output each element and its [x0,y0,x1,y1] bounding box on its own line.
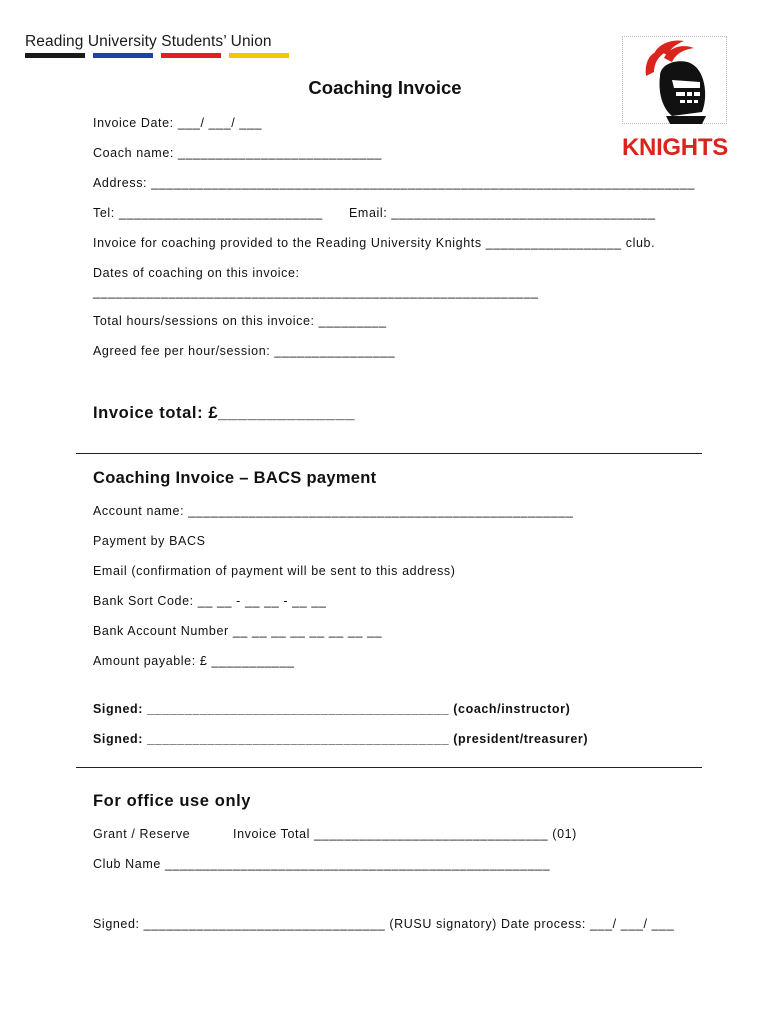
address-field[interactable]: Address: ________________________________________________________________________ [93,176,695,190]
brand-stripe-red [161,53,221,58]
office-signature-field[interactable]: Signed: ________________________________ (RUSU signatory) Date process: ___/ ___/ ___ [93,917,675,931]
grant-reserve-option[interactable]: Grant / Reserve [93,827,191,841]
amount-payable-field[interactable]: Amount payable: £ ___________ [93,654,295,668]
email-field[interactable]: Email: ___________________________________ [349,206,656,220]
agreed-fee-field[interactable]: Agreed fee per hour/session: ________________ [93,344,396,358]
account-name-field[interactable]: Account name: ___________________________________________________ [93,504,574,518]
org-name: Reading University Students’ Union [25,33,272,50]
email-confirmation-text: Email (confirmation of payment will be sent to this address) [93,564,456,578]
logo-knights-text: KNIGHTS [622,134,728,161]
president-signature-row[interactable] [93,732,588,746]
brand-stripe-black [25,53,85,58]
payment-method-text: Payment by BACS [93,534,206,548]
signed-label: Signed: [93,702,144,716]
signature-line[interactable]: ________________________________________ [143,732,454,746]
dates-field[interactable]: ___________________________________________________________ [93,285,539,299]
signed-label: Signed: [93,732,144,746]
coaching-club-field[interactable]: Invoice for coaching provided to the Reading University Knights __________________ club. [93,236,656,250]
total-hours-field[interactable]: Total hours/sessions on this invoice: _________ [93,314,387,328]
dates-label: Dates of coaching on this invoice: [93,266,300,280]
signature-line[interactable]: ________________________________________ [143,702,454,716]
invoice-date-field[interactable]: Invoice Date: ___/ ___/ ___ [93,116,263,130]
brand-stripe-yellow [229,53,289,58]
office-invoice-total-field[interactable]: Invoice Total _______________________________ (01) [233,827,577,841]
invoice-total-field[interactable]: Invoice total: £______________ [93,404,355,422]
coach-name-field[interactable]: Coach name: ___________________________ [93,146,382,160]
brand-stripe-blue [93,53,153,58]
coach-signature-row[interactable] [93,702,570,716]
tel-field[interactable]: Tel: ___________________________ [93,206,323,220]
office-section-title: For office use only [93,792,252,810]
section-divider [76,453,702,454]
section-divider [76,767,702,768]
signer-role: (coach/instructor) [453,702,571,716]
bacs-section-title: Coaching Invoice – BACS payment [93,469,377,487]
sort-code-field[interactable]: Bank Sort Code: __ __ - __ __ - __ __ [93,594,327,608]
club-name-field[interactable]: Club Name ___________________________________________________ [93,857,551,871]
account-number-field[interactable]: Bank Account Number __ __ __ __ __ __ __ __ [93,624,383,638]
page-title: Coaching Invoice [308,77,462,98]
signer-role: (president/treasurer) [453,732,589,746]
